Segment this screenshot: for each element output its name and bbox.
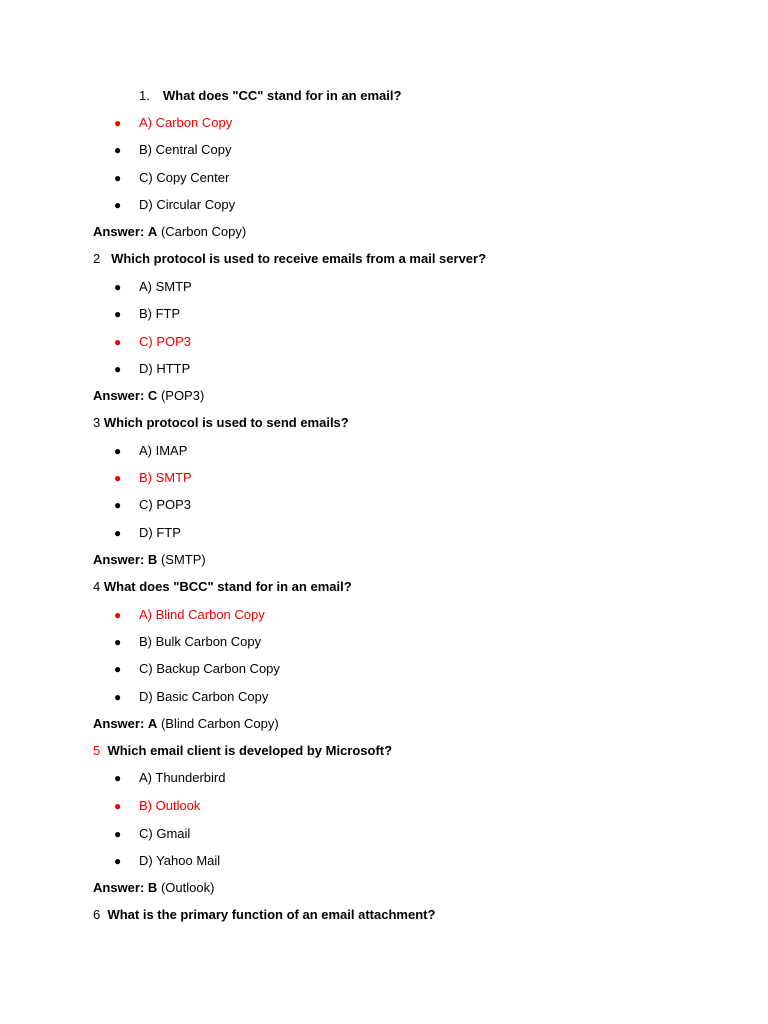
bullet-icon: ● [114,690,122,704]
q5-answer [93,880,214,896]
bullet-icon: ● [114,471,122,485]
question-2-text: Which protocol is used to receive emails from a mail server? [111,251,487,266]
q4-option-c: C) Backup Carbon Copy [139,661,280,676]
q4-option-a: A) Blind Carbon Copy [139,607,265,622]
answer-label: Answer: [93,552,145,567]
question-4-text: What does "BCC" stand for in an email? [103,579,352,594]
bullet-icon: ● [114,143,122,157]
answer-label: Answer: [93,224,145,239]
answer-letter: A [147,716,158,731]
bullet-icon: ● [114,280,122,294]
q1-option-d: D) Circular Copy [139,197,236,212]
q5-option-a: A) Thunderbird [139,770,226,785]
question-1-number: 1. [139,88,150,103]
question-2-number: 2 [93,251,101,266]
q3-option-d: D) FTP [139,525,181,540]
q2-option-d: D) HTTP [139,361,191,376]
bullet-icon: ● [114,662,122,676]
bullet-icon: ● [114,498,122,512]
q3-answer [93,552,206,568]
answer-label: Answer: [93,880,145,895]
q1-answer [93,224,246,240]
q4-answer [93,716,279,732]
q2-option-a: A) SMTP [139,279,192,294]
q2-option-c: C) POP3 [139,334,192,349]
bullet-icon: ● [114,799,122,813]
question-5 [93,743,392,759]
bullet-icon: ● [114,171,122,185]
q1-option-b: B) Central Copy [139,142,232,157]
q2-answer [93,388,204,404]
bullet-icon: ● [114,116,122,130]
question-6 [93,907,435,923]
answer-detail: (Outlook) [160,880,215,895]
answer-letter: B [147,880,158,895]
bullet-icon: ● [114,526,122,540]
question-2 [93,251,486,267]
answer-letter: A [147,224,158,239]
answer-label: Answer: [93,388,145,403]
bullet-icon: ● [114,771,122,785]
answer-letter: B [147,552,158,567]
question-3-number: 3 [93,415,101,430]
answer-label: Answer: [93,716,145,731]
question-1-text: What does "CC" stand for in an email? [163,88,402,103]
q4-option-b: B) Bulk Carbon Copy [139,634,262,649]
q3-option-b: B) SMTP [139,470,192,485]
q3-option-c: C) POP3 [139,497,192,512]
question-3-text: Which protocol is used to send emails? [103,415,349,430]
bullet-icon: ● [114,827,122,841]
q5-option-b: B) Outlook [139,798,201,813]
answer-letter: C [147,388,158,403]
bullet-icon: ● [114,335,122,349]
bullet-icon: ● [114,854,122,868]
answer-detail: (Blind Carbon Copy) [160,716,279,731]
q5-option-d: D) Yahoo Mail [139,853,221,868]
q2-option-b: B) FTP [139,306,181,321]
question-4-number: 4 [93,579,101,594]
bullet-icon: ● [114,307,122,321]
q1-option-c: C) Copy Center [139,170,230,185]
question-6-number: 6 [93,907,101,922]
question-3 [93,415,349,431]
bullet-icon: ● [114,608,122,622]
bullet-icon: ● [114,444,122,458]
bullet-icon: ● [114,198,122,212]
question-5-number: 5 [93,743,101,758]
bullet-icon: ● [114,635,122,649]
q4-option-d: D) Basic Carbon Copy [139,689,269,704]
q3-option-a: A) IMAP [139,443,188,458]
q5-option-c: C) Gmail [139,826,191,841]
bullet-icon: ● [114,362,122,376]
question-6-text: What is the primary function of an email attachment? [107,907,436,922]
question-5-text: Which email client is developed by Microsoft? [107,743,393,758]
answer-detail: (SMTP) [160,552,206,567]
q1-option-a: A) Carbon Copy [139,115,233,130]
answer-detail: (POP3) [160,388,205,403]
question-4 [93,579,352,595]
answer-detail: (Carbon Copy) [160,224,247,239]
